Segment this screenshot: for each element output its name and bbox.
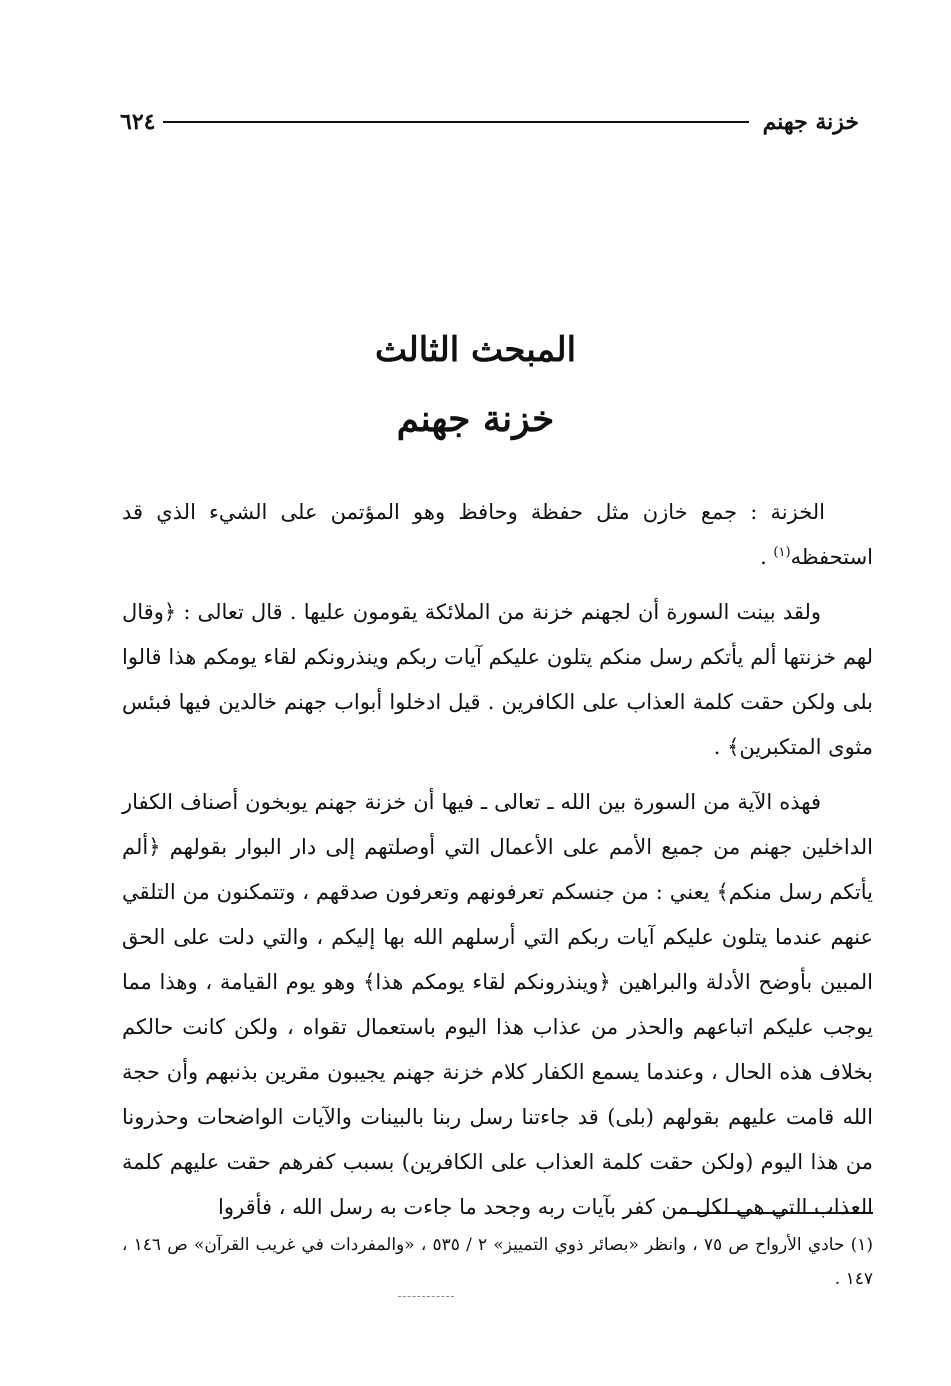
footnote: (١) حادي الأرواح ص ٧٥ ، وانظر «بصائر ذوي التمييز» ٢ / ٥٣٥ ، «والمفردات في غريب القرآن» ص ١٤٦ ، ١٤٧ . bbox=[122, 1235, 873, 1289]
running-header-title: خزنة جهنم bbox=[762, 109, 859, 135]
chapter-title: خزنة جهنم bbox=[396, 398, 555, 440]
paragraph-commentary: فهذه الآية من السورة بين الله ـ تعالى ـ فيها أن خزنة جهنم يوبخون أصناف الكفار الداخلين جهنم من جميع الأمم على الأعمال التي أوصلتهم إلى دار البوار بقولهم ﴿ألم يأتكم رسل منكم﴾ يعني : من جنسكم تعرفونهم وتعرفون صدقهم ، وتتمكنون من التلقي عنهم عندما يتلون عليكم آيات ربكم التي أرسلهم الله بها إليكم ، والتي دلت على الحق المبين بأوضح الأدلة والبراهين ﴿وينذرونكم لقاء يومكم هذا﴾ وهو يوم القيامة ، وهذا مما يوجب عليكم اتباعهم والحذر من عذاب هذا اليوم باستعمال تقواه ، ولكن كانت حالكم بخلاف هذه الحال ، وعندما يسمع الكفار كلام خزنة جهنم يجيبون مقرين بذنبهم وأن حجة الله قامت عليهم بقولهم (بلى) قد جاءتنا رسل ربنا بالبينات والآيات الواضحات وحذرونا من هذا اليوم (ولكن حقت كلمة العذاب على الكافرين) بسبب كفرهم حقت عليهم كلمة العذاب التي هي لكل من كفر بآيات ربه وجحد ما جاءت به رسل الله ، فأقروا bbox=[122, 790, 873, 1219]
paragraph-quran-verse: ولقد بينت السورة أن لجهنم خزنة من الملائكة يقومون عليها . قال تعالى : ﴿وقال لهم خزنتها ألم يأتكم رسل منكم يتلون عليكم آيات ربكم وينذرونكم لقاء يومكم هذا قالوا بلى ولكن حقت كلمة العذاب على الكافرين . قيل ادخلوا أبواب جهنم خالدين فيها فبئس مثوى المتكبرين﴾ . bbox=[122, 600, 873, 759]
footnote-reference: (١) bbox=[773, 545, 791, 560]
section-heading: المبحث الثالث bbox=[374, 330, 577, 370]
header-rule bbox=[163, 121, 748, 123]
bottom-dash-mark bbox=[398, 1296, 454, 1297]
page-number: ٦٢٤ bbox=[120, 109, 156, 135]
body-text bbox=[122, 490, 873, 1240]
paragraph-definition-end: . bbox=[760, 545, 774, 569]
paragraph-definition-text: الخزنة : جمع خازن مثل حفظة وحافظ وهو المؤتمن على الشيء الذي قد استحفظه bbox=[122, 500, 873, 569]
paragraph-definition bbox=[122, 490, 873, 580]
footnote-divider bbox=[673, 1212, 873, 1214]
running-header bbox=[120, 104, 859, 140]
